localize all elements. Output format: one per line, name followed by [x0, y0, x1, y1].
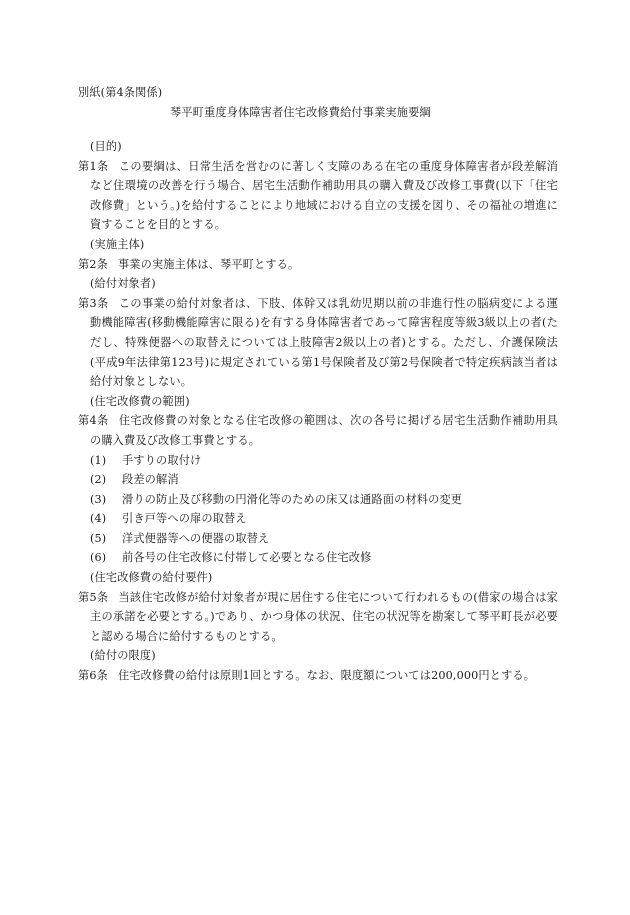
item-text: 段差の解消	[122, 473, 179, 487]
article-body	[78, 255, 558, 275]
article-heading: (給付の限度)	[90, 649, 156, 663]
spacer	[78, 123, 558, 137]
article-number: 第2条	[78, 257, 108, 271]
article-number: 第4条	[78, 414, 109, 428]
article-text: この要綱は、日常生活を営むのに著しく支障のある在宅の重度身体障害者が段差解消など住環境の改善を行う場合、居宅生活動作補助用具の購入費及び改修工事費(以下「住宅改修費」という。)を給付することにより地域における自立の支援を図り、その福祉の増進に資することを目的とする。	[90, 159, 558, 232]
item-text: 滑りの防止及び移動の円滑化等のための床又は通路面の材料の変更	[122, 492, 463, 506]
item-number: (2)	[90, 473, 107, 487]
article-body	[78, 294, 558, 392]
item-text: 洋式便器等への便器の取替え	[122, 531, 270, 545]
article-body	[78, 588, 558, 647]
article-number: 第1条	[78, 159, 109, 173]
article-text: 住宅改修費の給付は原則1回とする。なお、限度額については200,000円とする。	[117, 669, 536, 683]
item-number: (4)	[90, 512, 107, 526]
article-2	[78, 235, 558, 274]
article-heading: (給付対象者)	[90, 277, 156, 291]
item-number: (6)	[90, 551, 107, 565]
item-number: (1)	[90, 453, 107, 467]
list-item	[78, 490, 558, 510]
item-text: 引き戸等への扉の取替え	[122, 512, 247, 526]
item-list	[78, 451, 558, 569]
item-text: 手すりの取付け	[122, 453, 202, 467]
article-body	[78, 411, 558, 450]
list-item	[78, 451, 558, 471]
document-title: 琴平町重度身体障害者住宅改修費給付事業実施要綱	[170, 106, 431, 119]
article-1	[78, 137, 558, 235]
article-number: 第5条	[78, 590, 109, 604]
article-heading: (住宅改修費の給付要件)	[90, 571, 213, 585]
item-number: (3)	[90, 492, 107, 506]
list-item	[78, 470, 558, 490]
document-page	[78, 83, 558, 686]
article-text: 当該住宅改修が給付対象者が現に居住する住宅について行われるもの(借家の場合は家主の承諾を必要とする。)であり、かつ身体の状況、住宅の状況等を勘案して琴平町長が必要と認める場合に給付するものとする。	[90, 590, 558, 643]
article-heading: (目的)	[90, 140, 122, 153]
list-item	[78, 509, 558, 529]
article-text: 住宅改修費の対象となる住宅改修の範囲は、次の各号に掲げる居宅生活動作補助用具の購入費及び改修工事費とする。	[90, 414, 558, 447]
list-item	[78, 529, 558, 549]
article-text: 事業の実施主体は、琴平町とする。	[117, 257, 300, 271]
article-heading: (実施主体)	[90, 237, 145, 251]
annex-label: 別紙(第4条関係)	[78, 86, 163, 99]
item-number: (5)	[90, 531, 107, 545]
article-6	[78, 646, 558, 685]
article-heading: (住宅改修費の範囲)	[90, 394, 190, 408]
article-body	[78, 157, 558, 235]
article-4	[78, 392, 558, 568]
article-3	[78, 274, 558, 392]
list-item	[78, 548, 558, 568]
article-number: 第3条	[78, 296, 109, 310]
article-5	[78, 568, 558, 646]
item-text: 前各号の住宅改修に付帯して必要となる住宅改修	[122, 551, 372, 565]
article-text: この事業の給付対象者は、下肢、体幹又は乳幼児期以前の非進行性の脳病変による運動機能障害(移動機能障害に限る)を有する身体障害者であって障害程度等級3級以上の者(ただし、特殊便器への取替えについては上肢障害2級以上の者)とする。ただし、介護保険法(平成9年法律第123号)に規定されている第1号保険者及び第2号保険者で特定疾病該当者は給付対象としない。	[90, 296, 558, 389]
article-number: 第6条	[78, 669, 108, 683]
article-body	[78, 666, 558, 686]
